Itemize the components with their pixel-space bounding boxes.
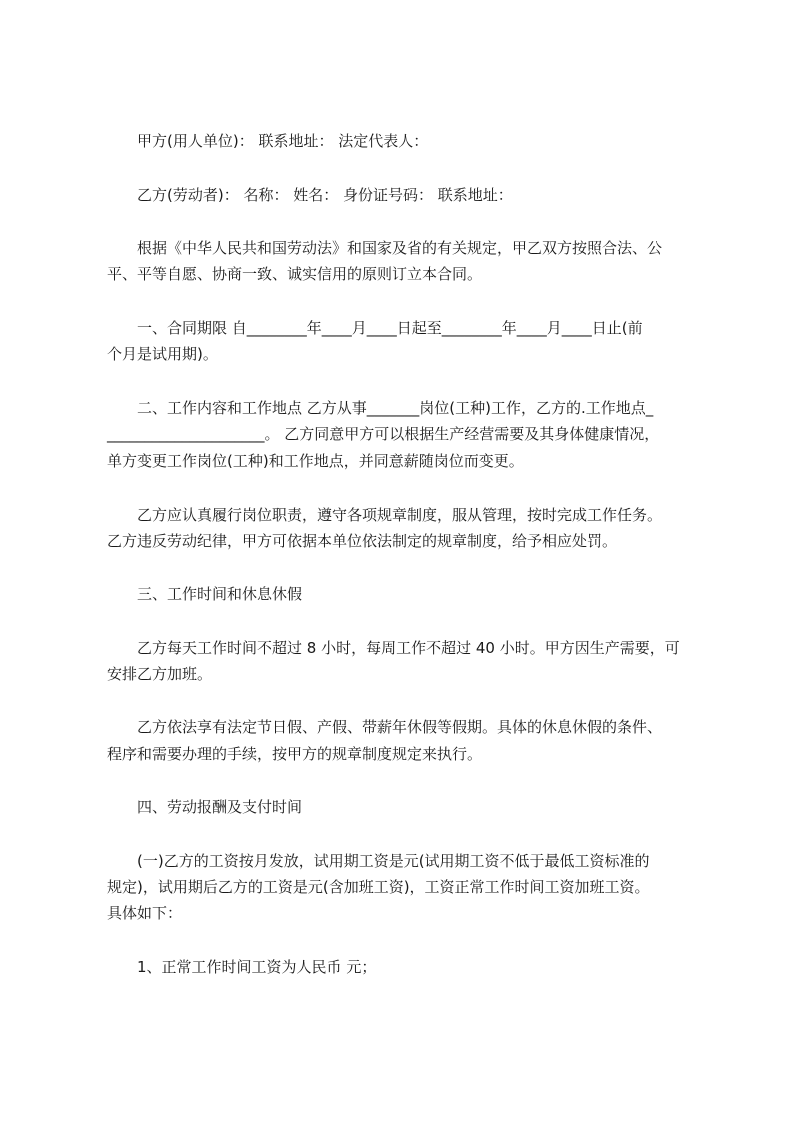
- party-b-line: 乙方(劳动者)： 名称： 姓名： 身份证号码： 联系地址：: [137, 186, 513, 204]
- section2-line-3: 单方变更工作岗位(工种)和工作地点，并同意薪随岗位而变更。: [107, 452, 524, 470]
- duties-line-2: 乙方违反劳动纪律，甲方可依据本单位依法制定的规章制度，给予相应处罚。: [107, 532, 618, 550]
- pay-line-1: (一)乙方的工资按月发放，试用期工资是元(试用期工资不低于最低工资标准的: [137, 852, 650, 870]
- section1-line-1: 一、合同期限 自________年____月____日起至________年____月____日止(前: [137, 319, 643, 337]
- preamble-line-1: 根据《中华人民共和国劳动法》和国家及省的有关规定，甲乙双方按照合法、公: [137, 239, 663, 257]
- party-a-line: 甲方(用人单位)： 联系地址： 法定代表人：: [137, 132, 429, 150]
- section3-heading: 三、工作时间和休息休假: [137, 585, 303, 603]
- section2-line-1: 二、工作内容和工作地点 乙方从事_______岗位(工种)工作，乙方的.工作地点_: [137, 399, 654, 417]
- leave-line-2: 程序和需要办理的手续，按甲方的规章制度规定来执行。: [107, 745, 483, 763]
- section4-heading: 四、劳动报酬及支付时间: [137, 798, 303, 816]
- preamble-line-2: 平、平等自愿、协商一致、诚实信用的原则订立本合同。: [107, 265, 483, 283]
- hours-line-1: 乙方每天工作时间不超过 8 小时，每周工作不超过 40 小时。甲方因生产需要，可: [137, 639, 680, 657]
- pay-line-2: 规定)，试用期后乙方的工资是元(含加班工资)，工资正常工作时间工资加班工资。: [107, 878, 650, 896]
- hours-line-2: 安排乙方加班。: [107, 665, 213, 683]
- pay-item-1: 1、正常工作时间工资为人民币 元；: [137, 958, 377, 976]
- section1-line-2: 个月是试用期)。: [107, 345, 218, 363]
- duties-line-1: 乙方应认真履行岗位职责，遵守各项规章制度，服从管理，按时完成工作任务。: [137, 506, 663, 524]
- leave-line-1: 乙方依法享有法定节日假、产假、带薪年休假等假期。具体的休息休假的条件、: [137, 718, 663, 736]
- section2-line-2: _____________________。 乙方同意甲方可以根据生产经营需要及其身体健康情况，: [107, 425, 660, 443]
- pay-line-3: 具体如下：: [107, 904, 183, 922]
